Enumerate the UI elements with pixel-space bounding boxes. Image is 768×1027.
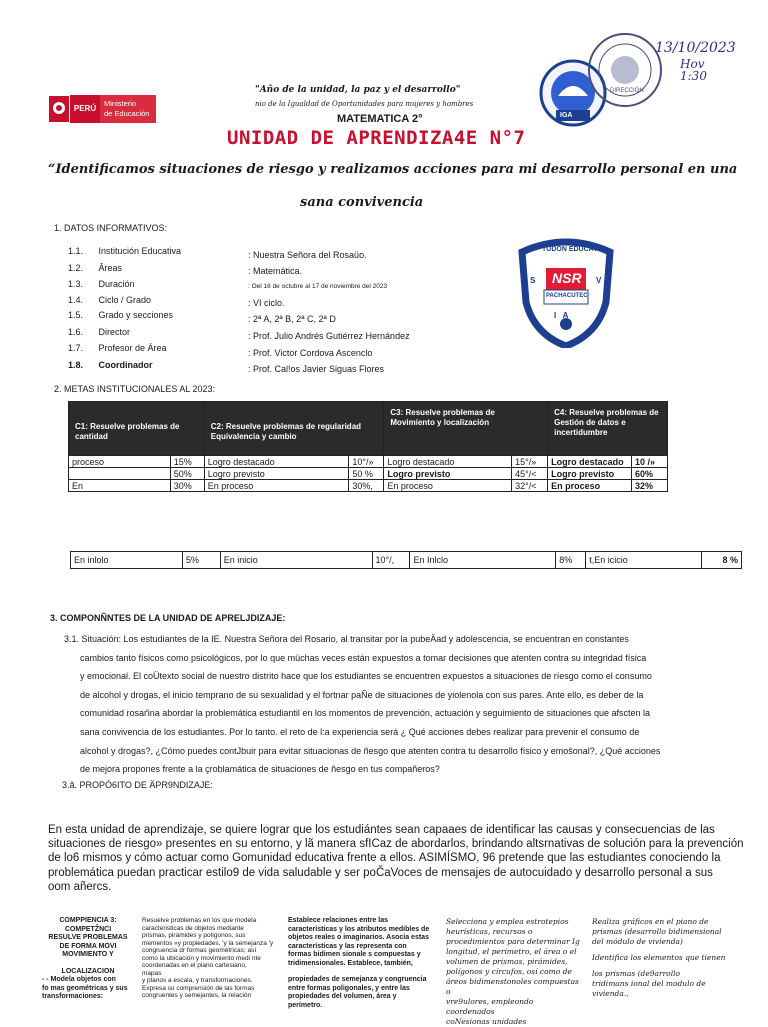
datos-row xyxy=(68,327,130,337)
metas-inicio-cell: En Inlclo xyxy=(410,552,556,569)
comp-col3-line: formas bidimen sionale s compuestas y xyxy=(288,951,421,958)
datos-heading: 1. DATOS INFORMATIVOS: xyxy=(54,223,168,233)
situacion-line: 3.1. Situación: Los estudiantes de la IE. Nuestra Señora del Rosario, al transitar por la pubeÄad y adolescencia, se encuentran en constantes xyxy=(64,634,629,644)
comp-col2-line: Expresa su comprensión de las formas xyxy=(142,984,255,992)
minedu-logo xyxy=(48,95,158,123)
comp-col2-line: congruencia dr formas geométricas; así xyxy=(142,947,257,954)
metas-cell: En proceso xyxy=(548,480,632,492)
situacion-line: de mejora propones frente a la çroblamática de situaciones de ñesgo en tus compañeros? xyxy=(80,764,440,775)
comp-col3-line: características y las representa con xyxy=(288,942,407,950)
ministry-name-line2: de Educación xyxy=(104,109,150,118)
metas-table xyxy=(68,401,668,492)
comp-col5-line: Identifica los elementos que tienen xyxy=(592,953,726,962)
comp-col1-line: transformaciones: xyxy=(42,993,104,1000)
datos-row xyxy=(68,246,181,256)
unit-title: UNIDAD DE APRENDIZA4E N°7 xyxy=(227,127,526,149)
comp-col5-line: Realiza gráficos en el piano de xyxy=(592,917,709,926)
comp-col5-line: del módulo de vivienda) xyxy=(592,937,683,946)
situacion-line: de alcohol y drogas, el inicio temprano de su sexualidad y el fortnar paÑe de situaciones de yiolenola con sus pares. Ante ello, es deber de la xyxy=(80,689,644,700)
course-title: MATEMATICA 2° xyxy=(337,113,423,125)
metas-cell: 15% xyxy=(170,456,204,468)
metas-inicio-cell: t,En icicio xyxy=(586,552,702,569)
comp-col2-line: caracteristicas de objetos mediante xyxy=(142,924,244,932)
ministry-name xyxy=(100,95,156,123)
comp-col4-line: coNesionas unidades xyxy=(446,1017,527,1026)
datos-label: Institución Educativa xyxy=(98,246,182,256)
metas-cell: Logro destacado xyxy=(548,456,632,468)
datos-num: 1.7. xyxy=(68,343,84,353)
metas-cell: 30% xyxy=(170,480,204,492)
metas-cell: 15°/» xyxy=(512,456,548,468)
comp-col3-line: perímetro. xyxy=(288,1001,323,1009)
comp-col4-line: procedimientos para determinar Ig xyxy=(446,937,580,946)
datos-num: 1.4. xyxy=(68,295,84,305)
stamp-text: DIRECCIÓN xyxy=(610,88,644,94)
handwritten-time: Hov 1:30 xyxy=(680,57,707,83)
comp-col1-line: RESULVE PROBLEMAS xyxy=(48,934,128,941)
comp-col5-line: tridimans ional del modulo de xyxy=(592,979,706,988)
decade-motto: nio de la Igualdad de Oportunidades para mujeres y hombres xyxy=(255,100,474,108)
metas-inicio-row xyxy=(71,552,742,569)
metas-header-c2: C2: Resuelve problemas de regularidad Equivalencia y cambio xyxy=(204,402,384,456)
metas-header-c1: C1: Resuelve problemas de cantidad xyxy=(69,402,205,456)
metas-cell: 32% xyxy=(631,480,667,492)
comp-col4-line: volumen de prismas, pirámides, xyxy=(446,957,568,966)
comp-col4-line: áreos bidimenstonoles compuestas o xyxy=(446,977,579,996)
datos-label: Âreas xyxy=(98,263,123,273)
comp-col1-line: COMPPIENCIA 3: xyxy=(59,917,117,924)
datos-value: : Matemática. xyxy=(248,266,303,276)
nsr-logo-bottom: I A xyxy=(554,311,569,320)
metas-cell: Logro destacado xyxy=(384,456,512,468)
situacion-line: sana convivencia de los estudiantes. Por lo tanto. el reto de l:a experiencia será ¿ Qué acciones debes realizar para prevenir el consumo de xyxy=(80,726,640,737)
situacion-line: alcohol y drogas?, ¿Cómo puedes contJbuir para evitar situacionas de ñesgo que atenten contra tu desarrollo físico y emoŝonal?, ¿Qué acciones xyxy=(80,745,661,756)
datos-label: Duración xyxy=(98,279,135,289)
metas-inicio-cell: 8% xyxy=(556,552,586,569)
metas-cell: Logro destacado xyxy=(204,456,349,468)
metas-cell: Logro previsto xyxy=(384,468,512,480)
comp-col3-line: propiedades del volumen, área y xyxy=(288,993,397,1000)
proposito-line: de lo6 mismos y cómo actuar como Gomunidad educativa frente a ellos. ASIMÍSMO, 96 pretende que las estudiantes conociendo la xyxy=(48,852,721,865)
metas-cell: 50% xyxy=(170,468,204,480)
metas-cell: 50 % xyxy=(349,468,384,480)
metas-inicio-cell: 5% xyxy=(182,552,220,569)
metas-row xyxy=(69,480,668,492)
comp-col3-line: entre formas poligonales, y entre las xyxy=(288,984,410,992)
metas-cell: Logro previsto xyxy=(204,468,349,480)
comp-col1-line: fo mas geométricas y sus xyxy=(42,984,128,992)
proposito-line: En esta unidad de aprendizaje, se quiere lograr que los estudiántes sean capaaes de identificar las causas y consecuencias de las xyxy=(48,824,715,836)
metas-cell xyxy=(69,468,171,480)
handwritten-date: 13/10/2023 xyxy=(655,40,736,56)
metas-inicio-cell: En inlolo xyxy=(71,552,183,569)
unit-subtitle-line1: “Identificamos situaciones de riesgo y realizamos acciones para mi desarrollo personal en una xyxy=(48,162,738,177)
datos-value: : Prof. Cal!os Javier Siguas Flores xyxy=(248,364,385,374)
competencia-col4 xyxy=(442,917,588,1027)
competencia-table xyxy=(38,917,748,1027)
competencia-col2 xyxy=(138,917,284,1027)
datos-label: Ciclo / Grado xyxy=(98,295,152,305)
situacion-paragraph xyxy=(64,630,754,779)
metas-inicio-cell: 8 % xyxy=(702,552,742,569)
metas-inicio-cell: 10°/, xyxy=(372,552,410,569)
ministry-badge: PERÚ xyxy=(70,95,100,123)
datos-num: 1.3. xyxy=(68,279,84,289)
comp-col4-line: vre9ulores, empleondo coordenados xyxy=(446,997,534,1016)
ministry-name-line1: Ministerio xyxy=(104,99,137,108)
datos-value: : Prof. Julio Andrés Gutiérrez Hernández xyxy=(248,331,410,341)
comp-col1-line: MOVIMIENTO Y xyxy=(62,951,114,958)
datos-num: 1.1. xyxy=(68,246,84,256)
comp-col2-line: prismas, pirámides y polígonos, sus xyxy=(142,932,246,939)
datos-row xyxy=(68,310,173,320)
datos-num: 1.6. xyxy=(68,327,84,337)
comp-col4-line: longitud, el perímetro, el área o el xyxy=(446,947,577,956)
datos-value: : Prof. Victor Cordova Ascenclo xyxy=(248,348,373,358)
datos-value: : VI ciclo. xyxy=(248,298,285,308)
comp-col5-line: los prismas (de9arrollo xyxy=(592,969,681,978)
datos-label: Coordinador xyxy=(98,360,153,370)
competencia-row xyxy=(38,917,748,1027)
seal-badge: IGA xyxy=(560,112,573,119)
metas-cell: Logro previsto xyxy=(548,468,632,480)
metas-cell: 45°/< xyxy=(512,468,548,480)
componentes-heading: 3. COMPONÑNTES DE LA UNIDAD DE APRELJDIZAJE: xyxy=(50,613,286,623)
metas-cell: proceso xyxy=(69,456,171,468)
comp-col1-line: DE FORMA MOVI xyxy=(59,942,117,950)
datos-label: Profesor de Área xyxy=(98,343,167,353)
comp-col2-line: mapas xyxy=(142,969,162,977)
comp-col3-line: características y los atributos medibles de xyxy=(288,925,430,933)
nsr-school-logo xyxy=(516,238,616,348)
datos-row xyxy=(68,279,135,289)
proposito-line: problemática puedan practicar estilo9 de vida saludable y ser poČaVoces de mensajes de autocuidado y desarrollo personal a sus xyxy=(48,866,713,879)
comp-col2-line: Resuelve problemas en los que modela xyxy=(142,917,257,924)
metas-header-row xyxy=(69,402,668,456)
datos-row xyxy=(68,263,122,273)
proposito-line: oom añercs. xyxy=(48,880,112,893)
unit-subtitle-line2: sana convivencia xyxy=(300,195,424,210)
situacion-line: y emocional. El coÜtexto social de nuestro distrito hace que los estudiantes se encuentren expuestos a situaciones de ríesgo como el consumo xyxy=(80,671,652,682)
metas-cell: 10°/» xyxy=(349,456,384,468)
comp-col2-line: coordenadas en el plano cartesiano, xyxy=(142,962,247,969)
datos-row xyxy=(68,295,151,305)
datos-row xyxy=(68,343,167,353)
datos-num: 1.5. xyxy=(68,310,84,320)
proposito-line: situaciones de riesgo» presentes en su entorno, y lã manera sfICaz de abordarlos, brindando altsrnativas de solución para la prevención xyxy=(48,838,744,851)
comp-col1-line: LOCALIZACION xyxy=(61,967,115,975)
comp-col5-line: vivienda., xyxy=(592,989,629,998)
comp-col1-line: COMPETŽNCI xyxy=(64,925,112,933)
year-motto: "Año de la unidad, la paz y el desarrollo" xyxy=(255,85,461,95)
metas-row xyxy=(69,456,668,468)
comp-col2-line: congruentes y semejantes, la relación xyxy=(142,992,252,999)
nsr-logo-left: S xyxy=(530,276,536,285)
metas-inicio-table xyxy=(70,551,742,569)
datos-value: : Oel 16 de octubre al 17 de noviembre del 2023 xyxy=(248,283,388,290)
nsr-logo-mid: NSR xyxy=(552,270,582,286)
metas-cell: 32°/< xyxy=(512,480,548,492)
datos-label: Grado y secciones xyxy=(98,310,174,320)
competencia-col3 xyxy=(284,917,442,1027)
datos-label: Director xyxy=(98,327,131,337)
metas-cell: 30%, xyxy=(349,480,384,492)
comp-col3-line: propiedades de semejanza y congruencia xyxy=(288,976,427,983)
peru-shield-icon xyxy=(48,95,70,123)
comp-col4-line: heurísticas, recursos o xyxy=(446,927,533,936)
comp-col1-line: - - Modela objetos con xyxy=(42,976,116,983)
datos-row xyxy=(68,360,153,370)
comp-col2-line: como la ubicación y movimiento medi nte xyxy=(142,954,261,962)
competencia-col5 xyxy=(588,917,748,1027)
comp-col4-line: polígonos y círcufos, osí como de xyxy=(446,967,572,976)
metas-cell: 60% xyxy=(631,468,667,480)
metas-row xyxy=(69,468,668,480)
comp-col2-line: mementos «y propiedades, 'y la semejanza 'y xyxy=(142,939,274,947)
metas-cell: En proceso xyxy=(204,480,349,492)
comp-col5-line: prismas (desarrollo bidimensional xyxy=(592,927,722,936)
comp-col4-line: Selecciona y emplea estrotepios xyxy=(446,917,569,926)
metas-cell: En xyxy=(69,480,171,492)
metas-heading: 2. METAS INSTITUCIONALES AL 2023: xyxy=(54,384,216,394)
situacion-line: comunidad rosaґina abordar la problemática estudiantil en los momentos de prevención, actuación y seguimiento de situaciones que afscten la xyxy=(80,708,651,719)
metas-header-c4: C4: Resuelve problemas de Gestión de datos e incertidumbre xyxy=(548,402,668,456)
metas-cell: 10 /» xyxy=(631,456,667,468)
proposito-paragraph xyxy=(48,823,748,894)
situacion-line: cambios tanto físicos como psicológicos, por lo que müchas veces están expuestos a tomar decisiones que atenten contra su integridad física xyxy=(80,652,647,663)
nsr-logo-right: V xyxy=(596,276,602,285)
comp-col3-line: objetos reales o imaginarios. Asocia estas xyxy=(288,934,429,941)
comp-col3-line: tridimensionales. Establece, también, xyxy=(288,959,413,967)
nsr-logo-arc: TUDÓN EDUCATI xyxy=(542,246,600,253)
comp-col2-line: y planos a escala, y transformaciones. xyxy=(142,977,253,984)
nsr-logo-town: PACHACUTEC xyxy=(546,293,588,299)
direction-stamp-icon xyxy=(585,30,665,110)
datos-value: : 2ª A, 2ª B, 2ª C, 2ª D xyxy=(248,314,336,324)
proposito-heading: 3.ã. PROPÓ6ITO DE ÄPR9NDIZAJE: xyxy=(62,780,213,790)
datos-num: 1.8. xyxy=(68,360,84,370)
metas-cell: En proceso xyxy=(384,480,512,492)
comp-col3-line: Establece relaciones entre las xyxy=(288,917,388,924)
datos-value: : Nuestra Señora del Rosaüo. xyxy=(248,250,367,260)
comp-col1-line xyxy=(42,960,134,968)
datos-num: 1.2. xyxy=(68,263,84,273)
metas-header-c3: C3: Resuelve problemas de Movimiento y localización xyxy=(384,402,548,456)
metas-inicio-cell: En inicio xyxy=(220,552,372,569)
competencia-col1 xyxy=(38,917,138,1027)
